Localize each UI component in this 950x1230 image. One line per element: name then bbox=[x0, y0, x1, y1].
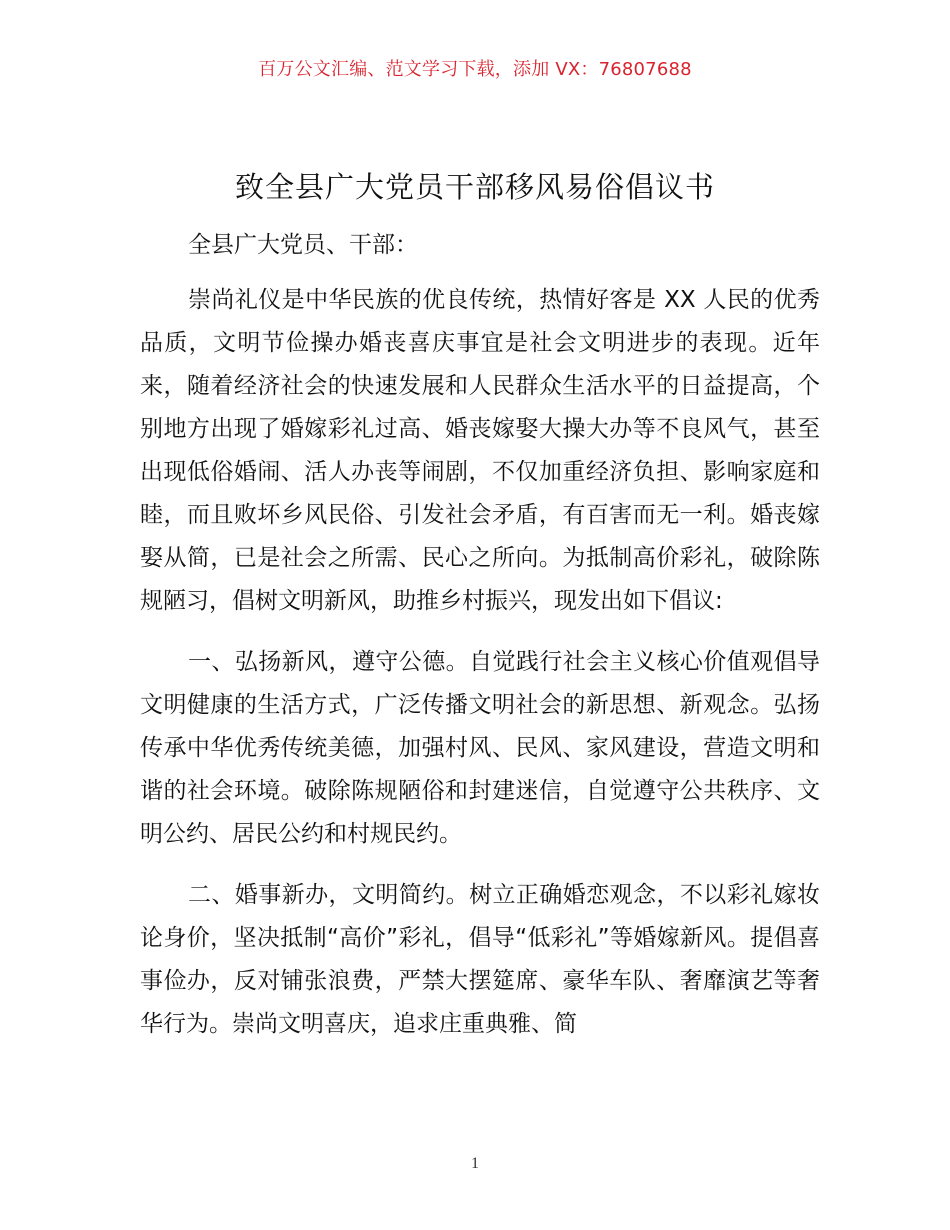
watermark-header: 百万公文汇编、范文学习下载，添加 VX：76807688 bbox=[258, 59, 692, 80]
paragraph-item-2: 二、婚事新办，文明简约。树立正确婚恋观念，不以彩礼嫁妆论身价，坚决抵制“高价”彩礼，倡导“低彩礼”等婚嫁新风。提倡喜事俭办，反对铺张浪费，严禁大摆筵席、豪华车队、奢靡演艺等奢华行为。崇尚文明喜庆，追求庄重典雅、简 bbox=[140, 882, 820, 1037]
paragraph-item-1: 一、弘扬新风，遵守公德。自觉践行社会主义核心价值观倡导文明健康的生活方式，广泛传播文明社会的新思想、新观念。弘扬传承中华优秀传统美德，加强村风、民风、家风建设，营造文明和谐的社会环境。破除陈规陋俗和封建迷信，自觉遵守公共秩序、文明公约、居民公约和村规民约。 bbox=[140, 649, 820, 847]
page-number: 1 bbox=[471, 1155, 479, 1172]
document-body bbox=[140, 224, 820, 1046]
paragraph-intro: 崇尚礼仪是中华民族的优良传统，热情好客是 XX 人民的优秀品质，文明节俭操办婚丧喜庆事宜是社会文明进步的表现。近年来，随着经济社会的快速发展和人民群众生活水平的日益提高，个别地方出现了婚嫁彩礼过高、婚丧嫁娶大操大办等不良风气，甚至出现低俗婚闹、活人办丧等闹剧，不仅加重经济负担、影响家庭和睦，而且败坏乡风民俗、引发社会矛盾，有百害而无一利。婚丧嫁娶从简，已是社会之所需、民心之所向。为抵制高价彩礼，破除陈规陋习，倡树文明新风，助推乡村振兴，现发出如下倡议: bbox=[140, 287, 820, 614]
document-title: 致全县广大党员干部移风易俗倡议书 bbox=[234, 170, 715, 204]
salutation: 全县广大党员、干部： bbox=[188, 232, 418, 258]
